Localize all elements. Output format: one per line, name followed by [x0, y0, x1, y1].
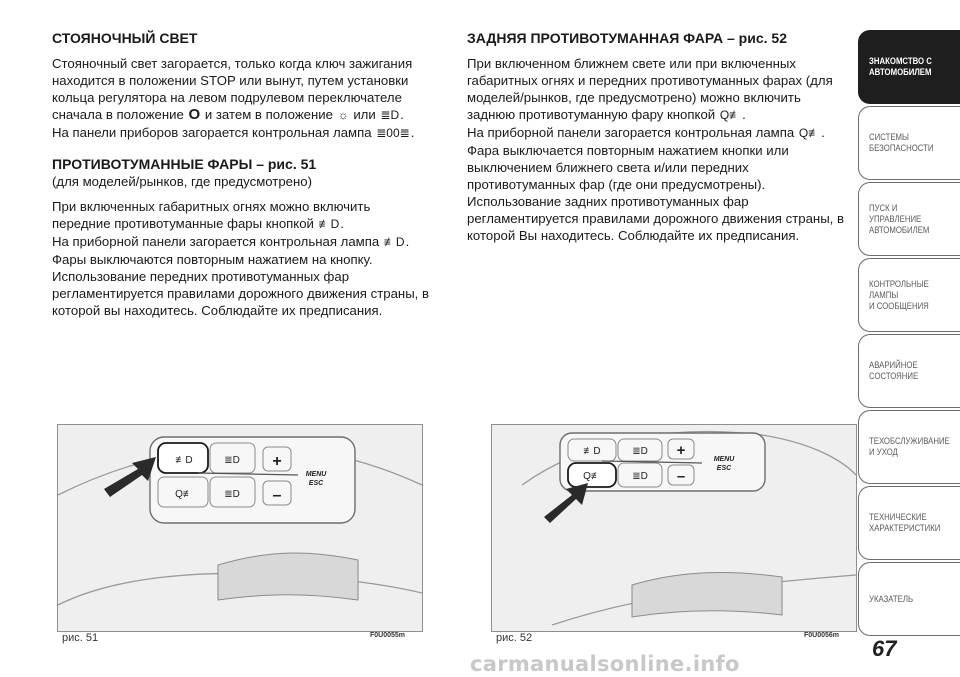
plus-label: + [272, 453, 282, 470]
minus-label: – [272, 487, 282, 504]
esc-label: ESC [308, 480, 324, 487]
low-beam-icon: ≣D [380, 108, 400, 122]
menu-label: MENU [305, 471, 327, 478]
fog-lights-off-text: Фары выключаются повторным нажатием на кнопку. Использование передних противотуманных фар регламентируется правилами дорожного движения страны, в которой вы находитесь. Соблюдайте их предписания. [52, 252, 430, 318]
tab-emergency[interactable]: АВАРИЙНОЕ СОСТОЯНИЕ [858, 334, 960, 408]
fog-rear-button-icon: Q≢ [583, 471, 601, 482]
parking-light-text: Стояночный свет загорается, только когда ключ зажигания находится в положении STOP или вынут, путем установки кольца регулятора на левом подрулевом переключателе сначала в положение O и затем в положение ☼ или ≣D. [52, 56, 413, 123]
tab-safety-systems[interactable]: СИСТЕМЫ БЕЗОПАСНОСТИ [858, 106, 960, 180]
ring-off-icon: O [188, 106, 201, 123]
figure-51-code: F0U0055m [370, 632, 406, 639]
rear-fog-lamp-icon: Q≢ [798, 126, 821, 140]
low-beam-button-icon: ≣D [632, 446, 648, 457]
fog-front-button-icon: ≢D [583, 446, 601, 457]
section-title-rear-fog: ЗАДНЯЯ ПРОТИВОТУМАННАЯ ФАРА – рис. 52 [467, 30, 787, 46]
right-column [467, 30, 845, 244]
section-title-parking-light: СТОЯНОЧНЫЙ СВЕТ [52, 30, 198, 46]
tab-index[interactable]: УКАЗАТЕЛЬ [858, 562, 960, 636]
low-beam-button-icon: ≣D [224, 455, 240, 466]
pointer-arrow-icon [104, 457, 156, 497]
tab-warning-lights[interactable]: КОНТРОЛЬНЫЕ ЛАМПЫ И СООБЩЕНИЯ [858, 258, 960, 332]
figure-52-switch-panel [491, 424, 857, 632]
minus-label: – [676, 468, 686, 485]
esc-label: ESC [716, 465, 732, 472]
tab-technical-specs[interactable]: ТЕХНИЧЕСКИЕ ХАРАКТЕРИСТИКИ [858, 486, 960, 560]
front-fog-lamp-icon: ≢D [383, 235, 405, 249]
figure-51-switch-panel [57, 424, 423, 632]
fog-lights-subtitle: (для моделей/рынков, где предусмотрено) [52, 174, 313, 189]
pointer-arrow-icon [544, 483, 588, 523]
section-title-fog-lights: ПРОТИВОТУМАННЫЕ ФАРЫ – рис. 51 [52, 156, 317, 172]
auto-light-button-icon: ≣D [224, 489, 240, 500]
page-number: 67 [872, 636, 897, 661]
fog-lights-text: При включенных габаритных огнях можно включить передние противотуманные фары кнопкой ≢D. [52, 199, 371, 231]
plus-label: + [676, 442, 686, 459]
auto-light-button-icon: ≣D [632, 471, 648, 482]
fog-rear-button-icon: Q≢ [175, 489, 193, 500]
rear-fog-icon: Q≢ [719, 108, 742, 122]
menu-label: MENU [713, 456, 735, 463]
figure-51-caption: рис. 51 [62, 632, 99, 644]
parking-light-lamp-text: На панели приборов загорается контрольная лампа ≣00≣. [52, 125, 415, 140]
rear-fog-text: При включенном ближнем свете или при включенных габаритных огнях и передних противотуманных фарах (для моделей/рынков, где предусмотрено) можно включить заднюю противотуманную фару кнопкой Q≢. [467, 56, 833, 122]
watermark: carmanualsonline.info [470, 652, 740, 676]
switch-panel-illustration [58, 425, 422, 631]
fog-front-button-icon: ≢D [175, 455, 193, 466]
fog-lights-lamp-text: На приборной панели загорается контрольная лампа ≢D. [52, 234, 410, 249]
figure-52-code: F0U0056m [804, 632, 840, 639]
switch-panel-illustration [492, 425, 856, 631]
tab-introduction[interactable]: ЗНАКОМСТВО С АВТОМОБИЛЕМ [858, 30, 960, 104]
front-fog-icon: ≢D [318, 217, 340, 231]
rear-fog-lamp-text: На приборной панели загорается контрольная лампа Q≢. [467, 125, 825, 140]
parking-light-icon: ☼ [337, 108, 349, 122]
tab-maintenance[interactable]: ТЕХОБСЛУЖИВАНИЕ И УХОД [858, 410, 960, 484]
tab-starting-driving[interactable]: ПУСК И УПРАВЛЕНИЕ АВТОМОБИЛЕМ [858, 182, 960, 256]
left-column [52, 30, 430, 319]
rear-fog-off-text: Фара выключается повторным нажатием кнопки или выключением ближнего света и/или передних противотуманных фар (где они предусмотрены). Использование задних противотуманных фар регламентируется правилами дорожного движения страны, в которой Вы находитесь. Соблюдайте их предписания. [467, 143, 845, 243]
figure-52-caption: рис. 52 [496, 632, 533, 644]
parking-lamp-icon: ≣00≣ [376, 126, 410, 140]
